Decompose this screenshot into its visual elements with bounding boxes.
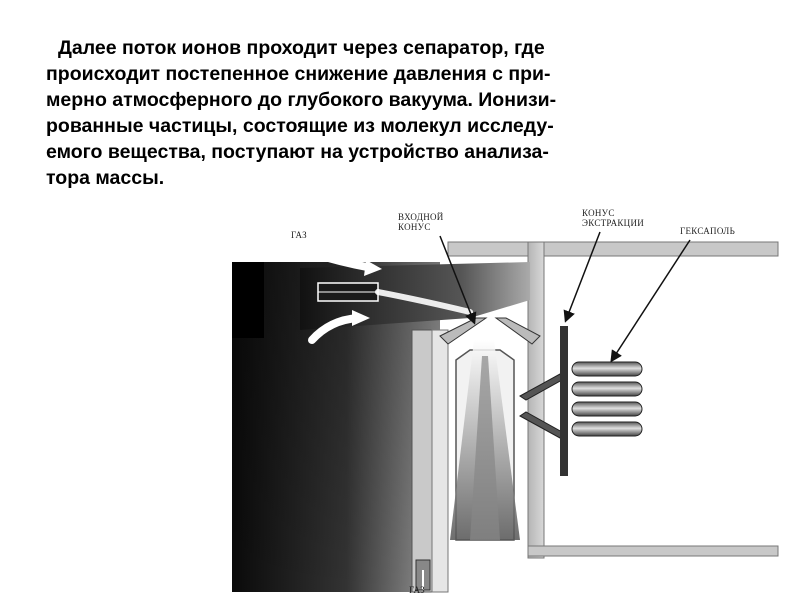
paragraph-line: емого вещества, поступают на устройство анализа- — [46, 141, 549, 163]
paragraph-line: происходит постепенное снижение давления с при- — [46, 63, 551, 85]
label-inlet-cone-2: КОНУС — [398, 222, 431, 232]
label-extraction-cone-2: ЭКСТРАКЦИИ — [582, 218, 645, 228]
paragraph-line: рованные частицы, состоящие из молекул исследу- — [46, 115, 554, 137]
paragraph-line: Далее поток ионов проходит через сепаратор, где — [58, 37, 545, 59]
label-gas-top: ГАЗ — [291, 230, 307, 240]
label-gas-bottom: ГАЗ — [409, 585, 425, 595]
label-inlet-cone-1: ВХОДНОЙ — [398, 212, 444, 222]
nozzle-assembly — [450, 340, 520, 540]
paragraph-line: мерно атмосферного до глубокого вакуума. Ионизи- — [46, 89, 557, 111]
hexapole-rods — [572, 362, 642, 436]
capillary-tube — [318, 283, 378, 301]
label-extraction-cone-1: КОНУС — [582, 208, 615, 218]
label-hexapole: ГЕКСАПОЛЬ — [680, 226, 736, 236]
extraction-plate — [560, 326, 568, 476]
paragraph-line: тора массы. — [46, 167, 165, 189]
